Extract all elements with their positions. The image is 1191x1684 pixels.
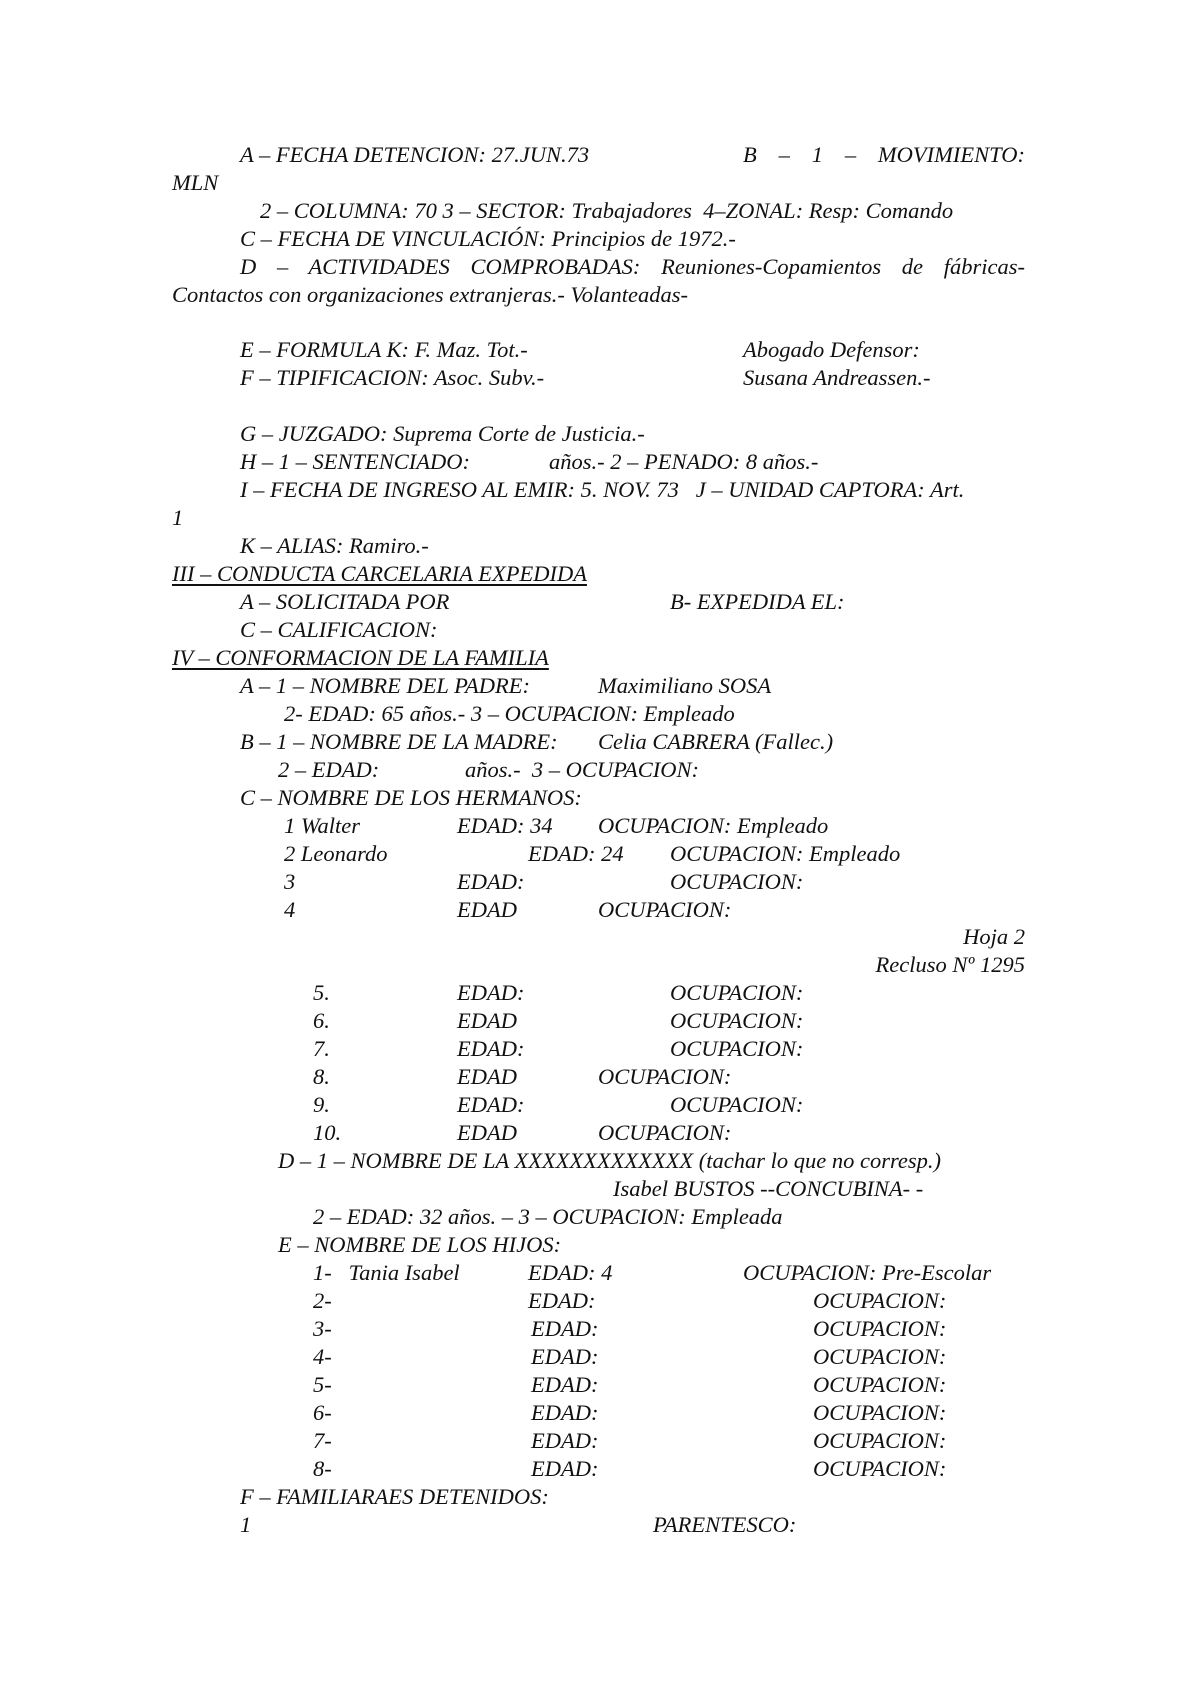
esposa-name: Isabel BUSTOS --CONCUBINA- -	[613, 1176, 924, 1201]
tipificacion: F – TIPIFICACION: Asoc. Subv.-	[240, 365, 545, 390]
hermano-3-ocupacion: OCUPACION:	[670, 869, 804, 894]
esposa-label: D – 1 – NOMBRE DE LA XXXXXXXXXXXXX (tachar lo que no corresp.)	[278, 1148, 941, 1173]
movimiento-value: MLN	[172, 170, 219, 195]
hermano-3-num: 3	[284, 869, 296, 894]
hoja-number: Hoja 2	[963, 924, 1025, 949]
hijo-5-ocupacion: OCUPACION:	[813, 1372, 947, 1397]
hijo-2-ocupacion: OCUPACION:	[813, 1288, 947, 1313]
hermano-6-edad: EDAD	[457, 1008, 517, 1033]
hijo-5-num: 5-	[313, 1372, 332, 1397]
hermano-8-num: 8.	[313, 1064, 330, 1089]
columna-sector-zonal: 2 – COLUMNA: 70 3 – SECTOR: Trabajadores 4–ZONAL: Resp: Comando	[260, 198, 954, 223]
hermano-4-ocupacion: OCUPACION:	[598, 897, 732, 922]
hermano-6-num: 6.	[313, 1008, 330, 1033]
hijo-7-edad: EDAD:	[531, 1428, 599, 1453]
hijo-8-edad: EDAD:	[531, 1456, 599, 1481]
section-iv-heading: IV – CONFORMACION DE LA FAMILIA	[172, 645, 549, 670]
hermano-5-ocupacion: OCUPACION:	[670, 980, 804, 1005]
hijo-4-ocupacion: OCUPACION:	[813, 1344, 947, 1369]
parentesco-label: PARENTESCO:	[653, 1512, 797, 1537]
abogado-label: Abogado Defensor:	[743, 337, 920, 362]
hijo-2-edad: EDAD:	[528, 1288, 596, 1313]
hermano-5-edad: EDAD:	[457, 980, 525, 1005]
fecha-vinculacion: C – FECHA DE VINCULACIÓN: Principios de 1972.-	[240, 226, 736, 251]
unidad-captora-continuation: 1	[172, 505, 184, 530]
hermano-10-ocupacion: OCUPACION:	[598, 1120, 732, 1145]
hijo-1-edad: EDAD: 4	[528, 1260, 613, 1285]
expedida-el: B- EXPEDIDA EL:	[670, 589, 845, 614]
padre-edad-ocupacion: 2- EDAD: 65 años.- 3 – OCUPACION: Empleado	[284, 701, 735, 726]
hijo-7-num: 7-	[313, 1428, 332, 1453]
recluso-number: Recluso Nº 1295	[875, 952, 1025, 977]
fecha-ingreso-unidad-captora: I – FECHA DE INGRESO AL EMIR: 5. NOV. 73 J – UNIDAD CAPTORA: Art.	[240, 477, 965, 502]
hermano-7-num: 7.	[313, 1036, 330, 1061]
hermano-10-num: 10.	[313, 1120, 342, 1145]
madre-ocupacion: años.- 3 – OCUPACION:	[465, 757, 699, 782]
hijo-1-ocupacion: OCUPACION: Pre-Escolar	[743, 1260, 992, 1285]
formula-k: E – FORMULA K: F. Maz. Tot.-	[240, 337, 528, 362]
madre-edad: 2 – EDAD:	[278, 757, 380, 782]
hermano-4-edad: EDAD	[457, 897, 517, 922]
hermano-1-name: 1 Walter	[284, 813, 361, 838]
penado: años.- 2 – PENADO: 8 años.-	[549, 449, 819, 474]
section-iii-heading: III – CONDUCTA CARCELARIA EXPEDIDA	[172, 561, 587, 586]
hermano-7-edad: EDAD:	[457, 1036, 525, 1061]
hijos-label: E – NOMBRE DE LOS HIJOS:	[278, 1232, 562, 1257]
hijo-8-num: 8-	[313, 1456, 332, 1481]
actividades-comprobadas: D – ACTIVIDADES COMPROBADAS: Reuniones-Copamientos de fábricas-	[240, 254, 1025, 279]
hermano-10-edad: EDAD	[457, 1120, 517, 1145]
hijo-8-ocupacion: OCUPACION:	[813, 1456, 947, 1481]
esposa-edad-ocupacion: 2 – EDAD: 32 años. – 3 – OCUPACION: Empleada	[313, 1204, 783, 1229]
hermano-1-ocupacion: OCUPACION: Empleado	[598, 813, 829, 838]
hijo-4-edad: EDAD:	[531, 1344, 599, 1369]
hijo-4-num: 4-	[313, 1344, 332, 1369]
juzgado: G – JUZGADO: Suprema Corte de Justicia.-	[240, 421, 645, 446]
movimiento-label: B – 1 – MOVIMIENTO:	[743, 142, 1025, 167]
familiar-1-num: 1	[240, 1512, 252, 1537]
hermanos-label: C – NOMBRE DE LOS HERMANOS:	[240, 785, 582, 810]
hijo-5-edad: EDAD:	[531, 1372, 599, 1397]
hermano-9-edad: EDAD:	[457, 1092, 525, 1117]
hermano-5-num: 5.	[313, 980, 330, 1005]
hermano-2-name: 2 Leonardo	[284, 841, 388, 866]
familiares-detenidos-label: F – FAMILIARAES DETENIDOS:	[240, 1484, 549, 1509]
hijo-3-num: 3-	[313, 1316, 332, 1341]
hijo-3-ocupacion: OCUPACION:	[813, 1316, 947, 1341]
alias: K – ALIAS: Ramiro.-	[240, 533, 429, 558]
hijo-6-edad: EDAD:	[531, 1400, 599, 1425]
hermano-7-ocupacion: OCUPACION:	[670, 1036, 804, 1061]
hijo-2-num: 2-	[313, 1288, 332, 1313]
actividades-continuation: Contactos con organizaciones extranjeras.- Volanteadas-	[172, 282, 688, 307]
hermano-2-edad: EDAD: 24	[528, 841, 624, 866]
calificacion: C – CALIFICACION:	[240, 617, 438, 642]
sentenciado: H – 1 – SENTENCIADO:	[240, 449, 470, 474]
hermano-6-ocupacion: OCUPACION:	[670, 1008, 804, 1033]
hijo-7-ocupacion: OCUPACION:	[813, 1428, 947, 1453]
hermano-2-ocupacion: OCUPACION: Empleado	[670, 841, 901, 866]
padre-name: Maximiliano SOSA	[598, 673, 772, 698]
madre-label: B – 1 – NOMBRE DE LA MADRE:	[240, 729, 558, 754]
padre-label: A – 1 – NOMBRE DEL PADRE:	[240, 673, 530, 698]
fecha-detencion: A – FECHA DETENCION: 27.JUN.73	[240, 142, 590, 167]
hijo-6-num: 6-	[313, 1400, 332, 1425]
hermano-4-num: 4	[284, 897, 296, 922]
hermano-9-ocupacion: OCUPACION:	[670, 1092, 804, 1117]
madre-name: Celia CABRERA (Fallec.)	[598, 729, 834, 754]
hermano-3-edad: EDAD:	[457, 869, 525, 894]
hijo-3-edad: EDAD:	[531, 1316, 599, 1341]
hermano-9-num: 9.	[313, 1092, 330, 1117]
abogado-name: Susana Andreassen.-	[743, 365, 931, 390]
hermano-1-edad: EDAD: 34	[457, 813, 553, 838]
hermano-8-edad: EDAD	[457, 1064, 517, 1089]
hijo-1-name: 1- Tania Isabel	[313, 1260, 460, 1285]
hermano-8-ocupacion: OCUPACION:	[598, 1064, 732, 1089]
solicitada-por: A – SOLICITADA POR	[240, 589, 450, 614]
hijo-6-ocupacion: OCUPACION:	[813, 1400, 947, 1425]
